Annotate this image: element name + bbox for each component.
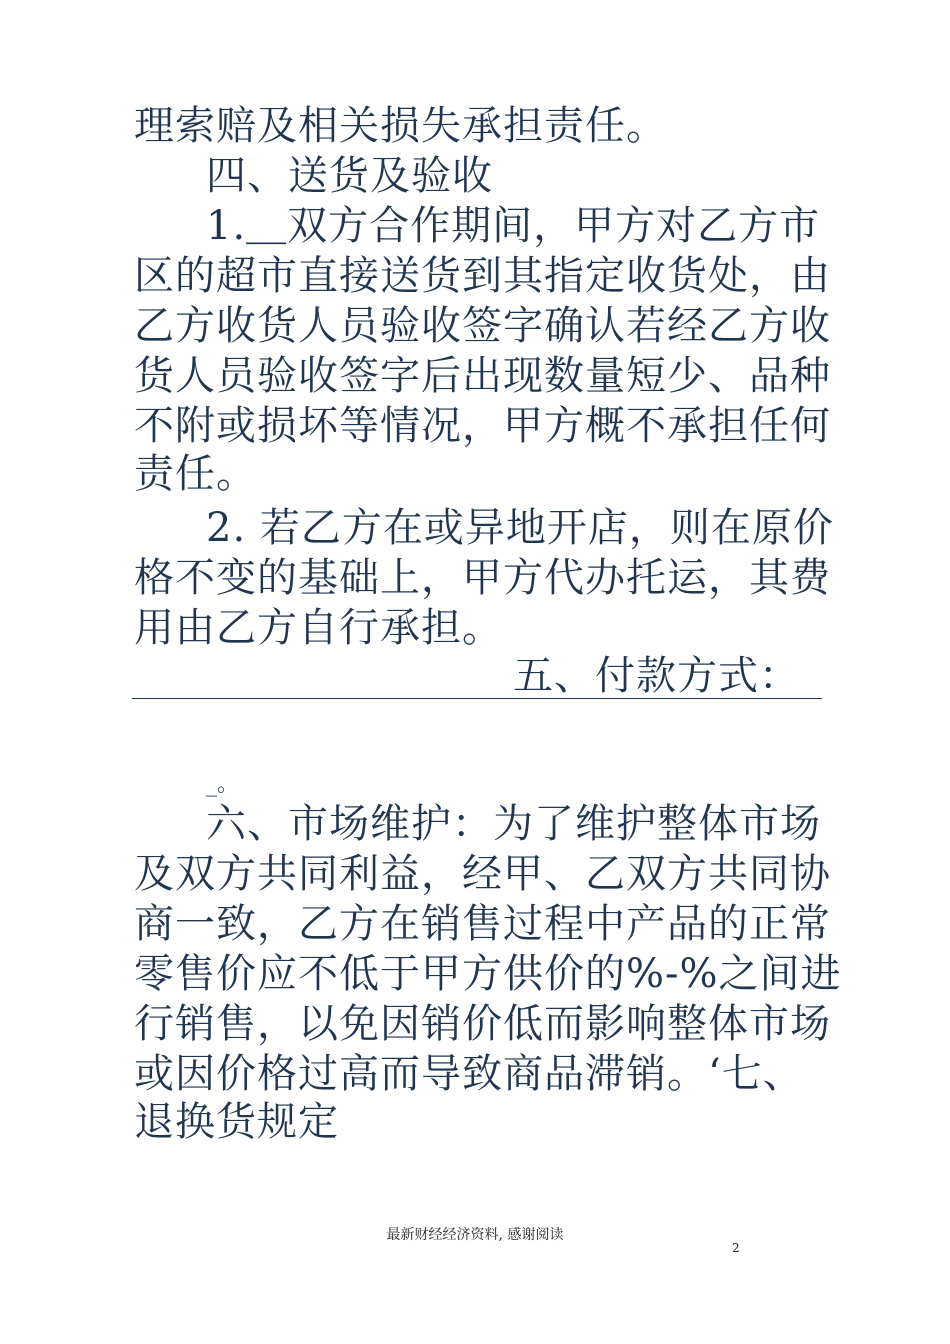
section-heading-returns: 退换货规定 (134, 1099, 339, 1145)
divider-line (132, 698, 822, 699)
text-line-19: 或因价格过高而导致商品滞销。‘七、 (134, 1051, 804, 1097)
text-line-16: 商一致，乙方在销售过程中产品的正常 (134, 901, 831, 947)
section-heading-payment: 五、付款方式： (513, 653, 800, 699)
text-line-6: 货人员验收签字后出现数量短少、品种 (134, 353, 831, 399)
footer-text: 最新财经经济资料, 感谢阅读 (386, 1227, 564, 1243)
text-line-4: 区的超市直接送货到其指定收货处，由 (134, 253, 831, 299)
text-line-18: 行销售，以免因销价低而影响整体市场 (134, 1001, 831, 1047)
text-line-9: 2. 若乙方在或异地开店，则在原价 (206, 505, 834, 551)
text-line-5: 乙方收货人员验收签字确认若经乙方收 (134, 303, 831, 349)
section-heading-delivery: 四、送货及验收 (206, 153, 493, 199)
blank-mark: _。 (206, 772, 240, 797)
text-line-8: 责任。 (134, 451, 257, 497)
text-line-15: 及双方共同利益，经甲、乙双方共同协 (134, 851, 831, 897)
text-line-7: 不附或损坏等情况，甲方概不承担任何 (134, 403, 831, 449)
section-heading-market: 六、市场维护：为了维护整体市场 (206, 801, 821, 847)
text-line-17: 零售价应不低于甲方供价的%-%之间进 (134, 951, 842, 997)
text-line-11: 用由乙方自行承担。 (134, 605, 503, 651)
text-line-3: 1.＿双方合作期间，甲方对乙方市 (206, 203, 821, 249)
text-line-10: 格不变的基础上，甲方代办托运，其费 (134, 555, 831, 601)
page-number: 2 (732, 1241, 740, 1255)
text-line-1: 理索赔及相关损失承担责任。 (134, 103, 667, 149)
